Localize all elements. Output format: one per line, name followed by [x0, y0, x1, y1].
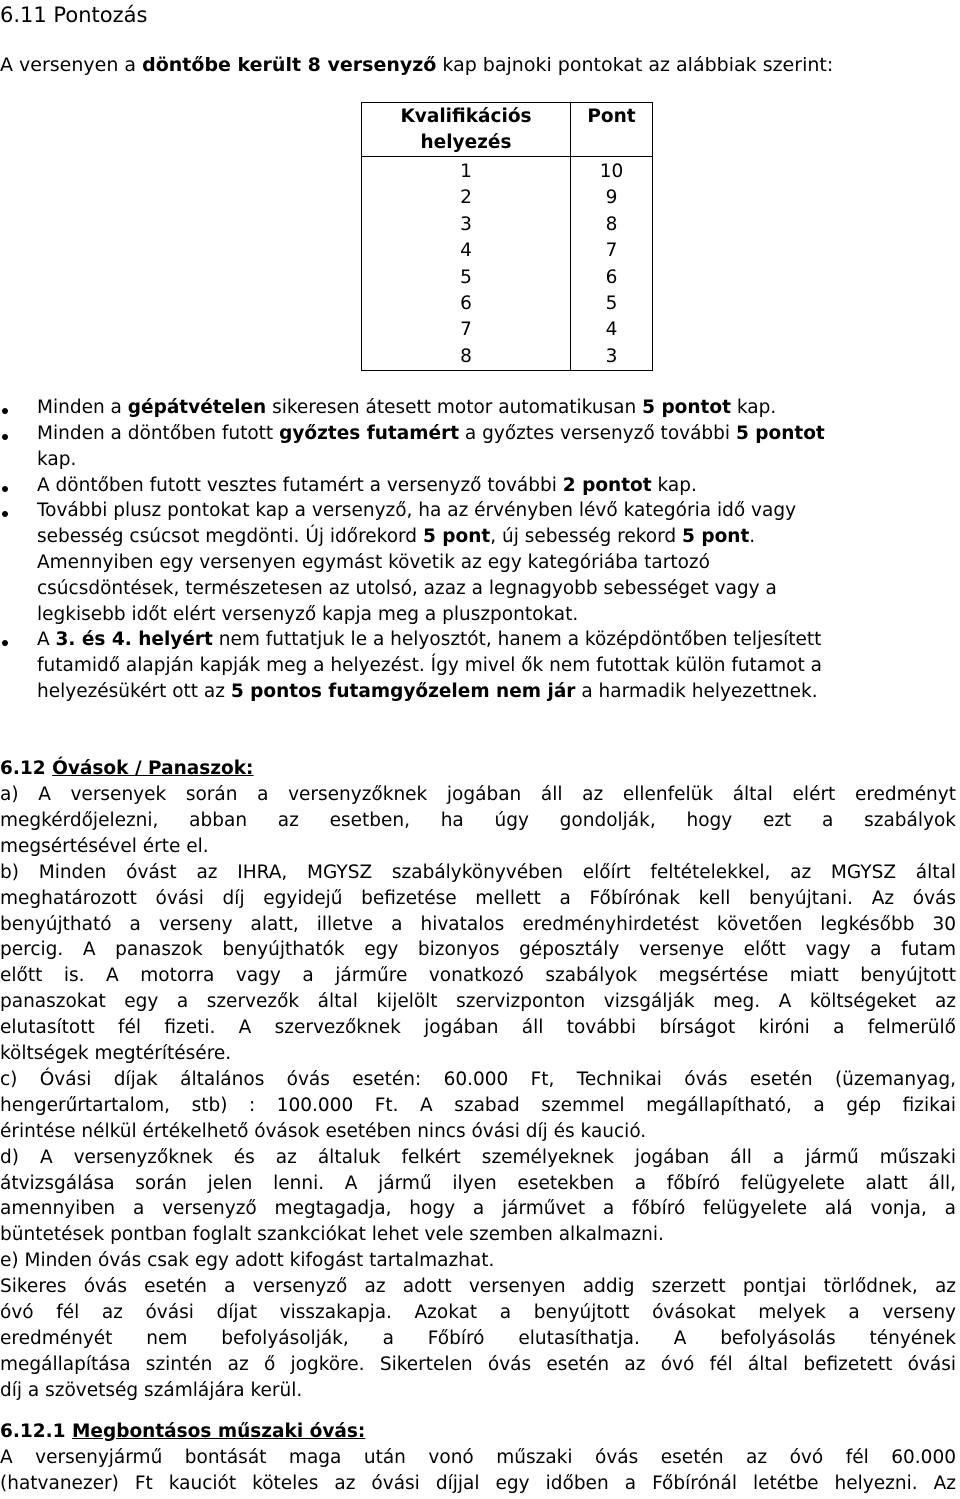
table-row — [362, 185, 653, 211]
table-header-row — [362, 103, 653, 157]
text: helyezésükért ott az — [37, 681, 231, 702]
text: . — [749, 526, 756, 547]
points-table — [361, 102, 653, 371]
bold-text: 5 pontos futamgyőzelem nem jár — [230, 681, 576, 702]
paragraph-line: költségek megtérítésére. — [0, 1043, 232, 1064]
table-cell: 5 — [571, 291, 653, 317]
text: , új sebesség rekord — [490, 526, 683, 547]
table-cell: 3 — [571, 344, 653, 371]
table-cell: 7 — [571, 238, 653, 264]
bullet-dot — [2, 640, 8, 646]
text: nem futtatjuk le a helyosztót, hanem a középdöntőben teljesített — [212, 629, 822, 650]
text: A — [37, 629, 56, 650]
list-item-continuation: futamidő alapján kapják meg a helyezést. Így mivel ők nem futottak külön futamot a — [37, 655, 822, 676]
table-row — [362, 344, 653, 371]
bold-text: 5 pont — [422, 526, 491, 547]
bold-text: 5 pontot — [642, 397, 731, 418]
table-row — [362, 317, 653, 343]
list-item-continuation: Amennyiben egy versenyen egymást követik az egy kategóriába tartozó — [37, 552, 710, 573]
paragraph-line: érintése nélkül értékelhető óvások esetében nincs óvási díj és kaució. — [0, 1120, 647, 1142]
table-row — [362, 291, 653, 317]
list-item: További plusz pontokat kap a versenyző, ha az érvényben lévő kategória idő vagy — [37, 500, 797, 521]
table-cell: 1 — [362, 157, 571, 186]
paragraph-line: átvizsgálása során jelen lenni. A jármű ilyen esetekben a főbíró felügyelete alatt áll, — [0, 1172, 956, 1194]
bold-text: 5 pontot — [735, 423, 825, 444]
paragraph-line: a) A versenyek során a versenyzőknek jogában áll az ellenfelük által elért eredményt — [0, 784, 956, 805]
paragraph-line: panaszokat egy a szervezők által kijelölt szervizponton vizsgálják meg. A költségeket az — [0, 991, 956, 1013]
list-item-continuation: legkisebb időt elért versenyző kapja meg a pluszpontokat. — [37, 604, 579, 625]
list-item — [37, 395, 776, 421]
text: A döntőben futott vesztes futamért a versenyző további — [37, 475, 563, 496]
paragraph-line: (hatvanezer) Ft kauciót köteles az óvási díjjal egy időben a Főbírónál letétbe helyezni. Az — [0, 1472, 956, 1494]
text: kap. — [730, 397, 777, 418]
list-item-continuation: csúcsdöntések, természetesen az utolsó, azaz a legnagyobb sebességet vagy a — [37, 578, 777, 599]
table-cell: 8 — [571, 212, 653, 238]
heading-text: Megbontásos műszaki óvás: — [72, 1421, 366, 1442]
tech-heading — [0, 1419, 365, 1445]
text: kap. — [651, 475, 697, 496]
text: sebesség csúcsot megdönti. Új időrekord — [37, 526, 423, 547]
list-item — [37, 421, 825, 447]
paragraph-line: előtt is. A motorra vagy a járműre vonatkozó szabályok megsértése miatt benyújtott — [0, 965, 956, 987]
table-row — [362, 265, 653, 291]
table-row — [362, 212, 653, 238]
table-cell: 6 — [362, 291, 571, 317]
intro-paragraph — [0, 52, 833, 78]
table-cell: 6 — [571, 265, 653, 291]
heading-number: 6.12.1 — [0, 1421, 66, 1442]
text: sikeresen átesett motor automatikusan — [266, 397, 643, 418]
bullet-dot — [2, 486, 8, 492]
bold-text: gépátvételen — [127, 397, 267, 418]
header-qualification: Kvalifikációs helyezés — [362, 103, 571, 157]
paragraph-line: e) Minden óvás csak egy adott kifogást tartalmazhat. — [0, 1250, 495, 1272]
bold-text: 3. és 4. helyért — [55, 629, 213, 650]
table-cell: 5 — [362, 265, 571, 291]
paragraph-line: A versenyjármű bontását maga után vonó műszaki óvás esetén az óvó fél 60.000 — [0, 1447, 956, 1468]
paragraph-line: hengerűrtartalom, stb) : 100.000 Ft. A szabad szemmel megállapítható, a gép fizikai — [0, 1094, 956, 1116]
paragraph-line: megsértésével érte el. — [0, 835, 209, 857]
list-item — [37, 627, 821, 653]
list-item-continuation: kap. — [37, 449, 77, 470]
table-cell: 10 — [571, 157, 653, 186]
paragraph-line: eredményét nem befolyásolják, a Főbíró elutasíthatja. A befolyásolás tényének — [0, 1327, 956, 1349]
table-row — [362, 157, 653, 186]
list-item — [37, 473, 697, 499]
section-title: 6.11 Pontozás — [0, 3, 148, 27]
paragraph-line: megkérdőjelezni, abban az esetben, ha úgy gondolják, hogy ezt a szabályok — [0, 809, 956, 831]
paragraph-line: megállapítása szintén az ő jogköre. Sikertelen óvás esetén az óvó fél által befizetett óvási — [0, 1353, 956, 1375]
table-cell: 8 — [362, 344, 571, 371]
table-cell: 9 — [571, 185, 653, 211]
table-cell: 3 — [362, 212, 571, 238]
bold-text: 5 pont — [682, 526, 750, 547]
heading-number: 6.12 — [0, 758, 46, 779]
bullet-dot — [2, 408, 8, 414]
paragraph-line: b) Minden óvást az IHRA, MGYSZ szabálykönyvében előírt feltételekkel, az MGYSZ által — [0, 861, 956, 883]
paragraph-line: amennyiben a versenyző megtagadja, hogy a járművet a főbíró felügyelete alá vonja, a — [0, 1198, 956, 1220]
paragraph-line: elutasított fél fizeti. A szervezőknek jogában áll további bírságot kiróni a felmerülő — [0, 1017, 956, 1039]
table-cell: 2 — [362, 185, 571, 211]
paragraph-line: meghatározott óvási díj egyidejű befizetése mellett a Főbírónak kell benyújtani. Az óvás — [0, 887, 956, 909]
paragraph-line: percig. A panaszok benyújthatók egy bizonyos géposztály versenye előtt vagy a futam — [0, 939, 956, 961]
protest-heading — [0, 756, 253, 782]
paragraph-line: Sikeres óvás esetén a versenyző az adott versenyen addig szerzett pontjai törlődnek, az — [0, 1276, 956, 1298]
text: Minden a — [37, 397, 128, 418]
paragraph-line: c) Óvási díjak általános óvás esetén: 60.000 Ft, Technikai óvás esetén (üzemanyag, — [0, 1068, 956, 1090]
paragraph-line: díj a szövetség számlájára kerül. — [0, 1379, 303, 1401]
list-item-continuation — [37, 679, 818, 705]
bold-text: győztes futamért — [279, 423, 460, 444]
bullet-dot — [2, 434, 8, 440]
heading-text: Óvások / Panaszok: — [52, 758, 254, 779]
header-points: Pont — [571, 103, 653, 157]
intro-bold: döntőbe került 8 versenyző — [142, 54, 437, 76]
table-row — [362, 238, 653, 264]
text: a harmadik helyezettnek. — [575, 681, 818, 702]
table-cell: 4 — [571, 317, 653, 343]
bullet-dot — [2, 511, 8, 517]
table-cell: 4 — [362, 238, 571, 264]
intro-text: A versenyen a — [0, 54, 143, 76]
intro-text: kap bajnoki pontokat az alábbiak szerint: — [436, 54, 834, 76]
paragraph-line: büntetések pontban foglalt szankciókat lehet vele szemben alkalmazni. — [0, 1224, 664, 1246]
paragraph-line: d) A versenyzőknek és az általuk felkért személyeknek jogában áll a jármű műszaki — [0, 1146, 956, 1168]
text: a győztes versenyző további — [459, 423, 736, 444]
bold-text: 2 pontot — [562, 475, 652, 496]
text: Minden a döntőben futott — [37, 423, 280, 444]
paragraph-line: óvó fél az óvási díjat visszakapja. Azokat a benyújtott óvásokat melyek a verseny — [0, 1302, 956, 1323]
table-cell: 7 — [362, 317, 571, 343]
paragraph-line: benyújtható a verseny alatt, illetve a hivatalos eredményhirdetést követően legkésőbb 30 — [0, 913, 956, 935]
list-item-continuation — [37, 524, 755, 550]
